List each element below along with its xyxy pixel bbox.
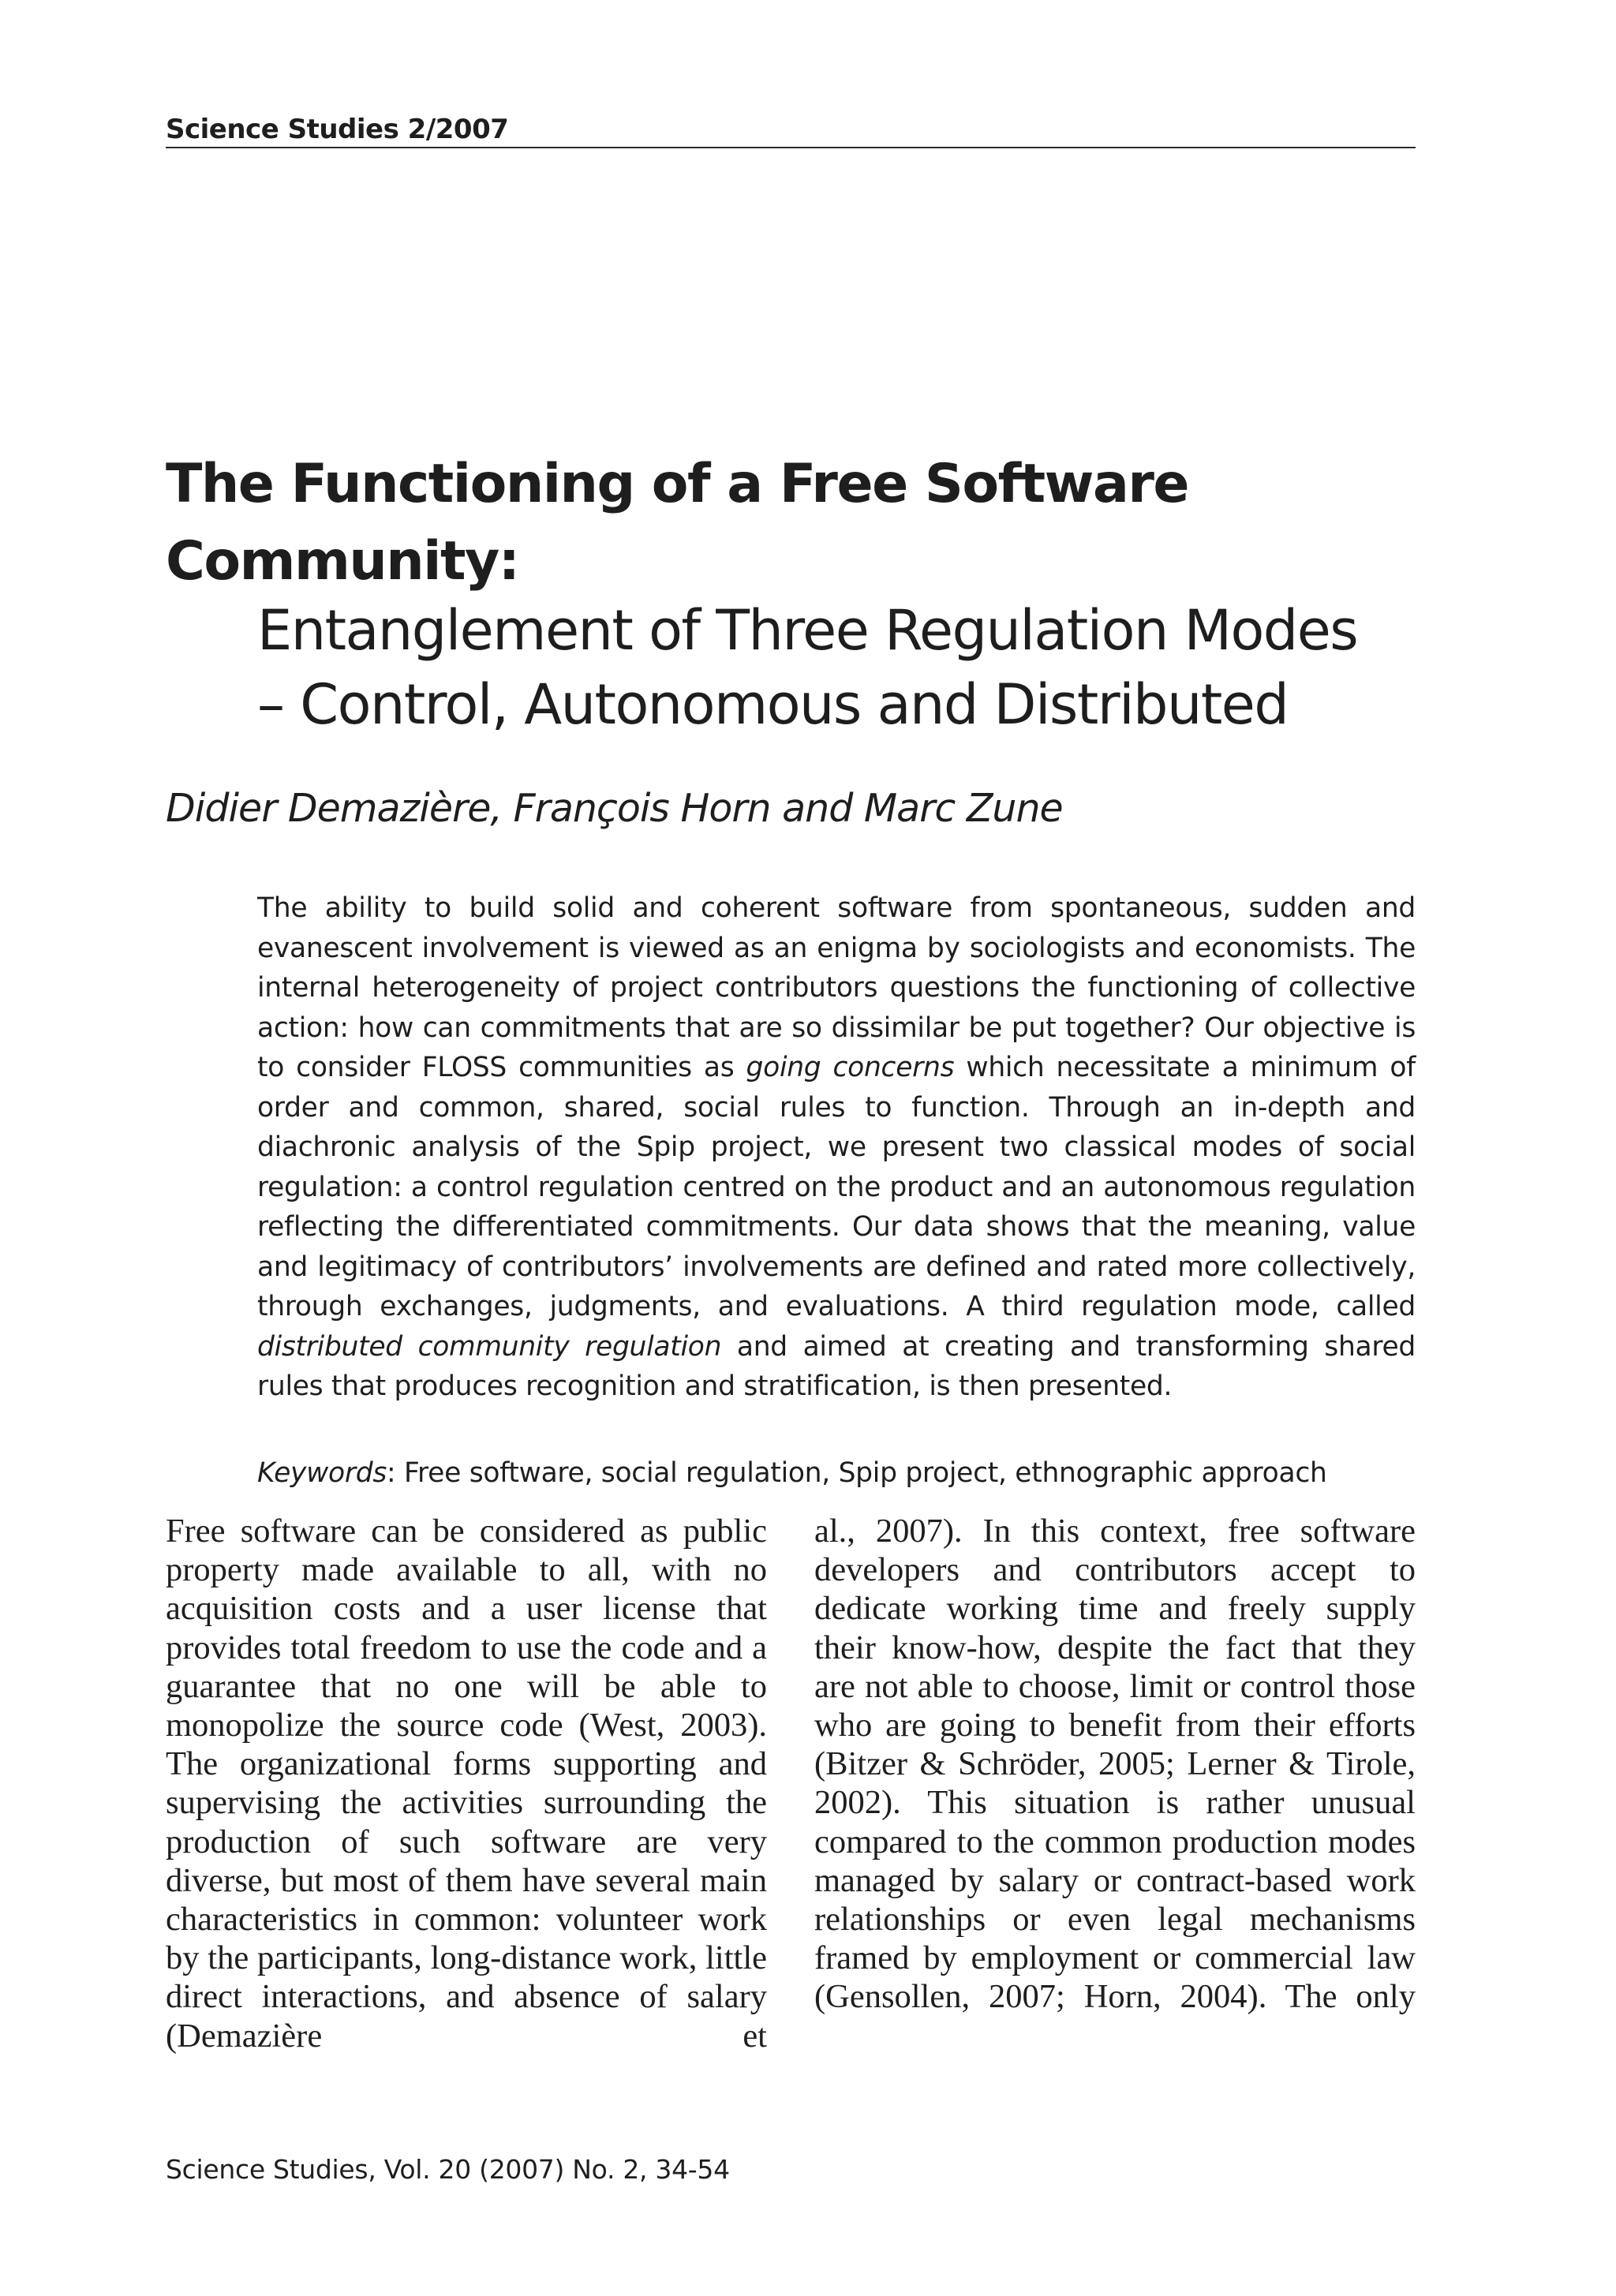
abstract — [257, 888, 1416, 1407]
abstract-emphasis-1: going concerns — [746, 1052, 955, 1083]
article-title: The Functioning of a Free Software Community: — [166, 453, 1189, 593]
citation-footer: Science Studies, Vol. 20 (2007) No. 2, 34-54 — [166, 2154, 730, 2185]
abstract-text-1: The ability to build solid and coherent software from spontaneous, sudden and evanescent involvement is viewed as an enigma by sociologists and economists. The internal heterogeneity of project contributors questions the functioning of collective action: how can commitments that are so dissimilar be put together? Our objective is to consider FLOSS communities as — [257, 892, 1416, 1083]
subtitle-line-1: Entanglement of Three Regulation Modes — [257, 598, 1358, 663]
article-subtitle — [257, 593, 1441, 742]
author-list: Didier Demazière, François Horn and Marc Zune — [166, 786, 1063, 831]
journal-issue-label: Science Studies 2/2007 — [166, 114, 509, 145]
abstract-emphasis-2: distributed community regulation — [257, 1330, 722, 1363]
running-header — [166, 115, 1416, 148]
body-column-right: al., 2007). In this context, free software developers and contributors accept to dedicate working time and freely supply their know-how, despite the fact that they are not able to choose, limit or control those who are going to benefit from their efforts (Bitzer & Schröder, 2005; Lerner & Tirole, 2002). This situation is rather unusual compared to the common production modes managed by salary or contract-based work relationships or even legal mechanisms framed by employment or commercial law (Gensollen, 2007; Horn, 2004). The only — [814, 1513, 1416, 2016]
keywords-list: : Free software, social regulation, Spip project, ethnographic approach — [387, 1457, 1327, 1489]
abstract-text-3: and aimed at creating and transforming shared rules that produces recognition and stratification, is then presented. — [257, 1330, 1416, 1402]
body-column-left: Free software can be considered as public property made available to all, with no acquisition costs and a user license that provides total freedom to use the code and a guarantee that no one will be able to monopolize the source code (West, 2003). The organizational forms supporting and supervising the activities surrounding the production of such software are very diverse, but most of them have several main characteristics in common: volunteer work by the participants, long-distance work, little direct interactions, and absence of salary (Demazière et — [166, 1513, 767, 2055]
subtitle-line-2: – Control, Autonomous and Distributed — [257, 672, 1289, 737]
abstract-text-2: which necessitate a minimum of order and common, shared, social rules to function. Through an in-depth and diachronic analysis of the Spip project, we present two classical modes of social regulation: a control regulation centred on the product and an autonomous regulation reflecting the differentiated commitments. Our data shows that the meaning, value and legitimacy of contributors’ involvements are defined and rated more collectively, through exchanges, judgments, and evaluations. A third regulation mode, called — [257, 1052, 1416, 1322]
keywords-label: Keywords — [257, 1457, 387, 1489]
keywords — [257, 1453, 1416, 1493]
